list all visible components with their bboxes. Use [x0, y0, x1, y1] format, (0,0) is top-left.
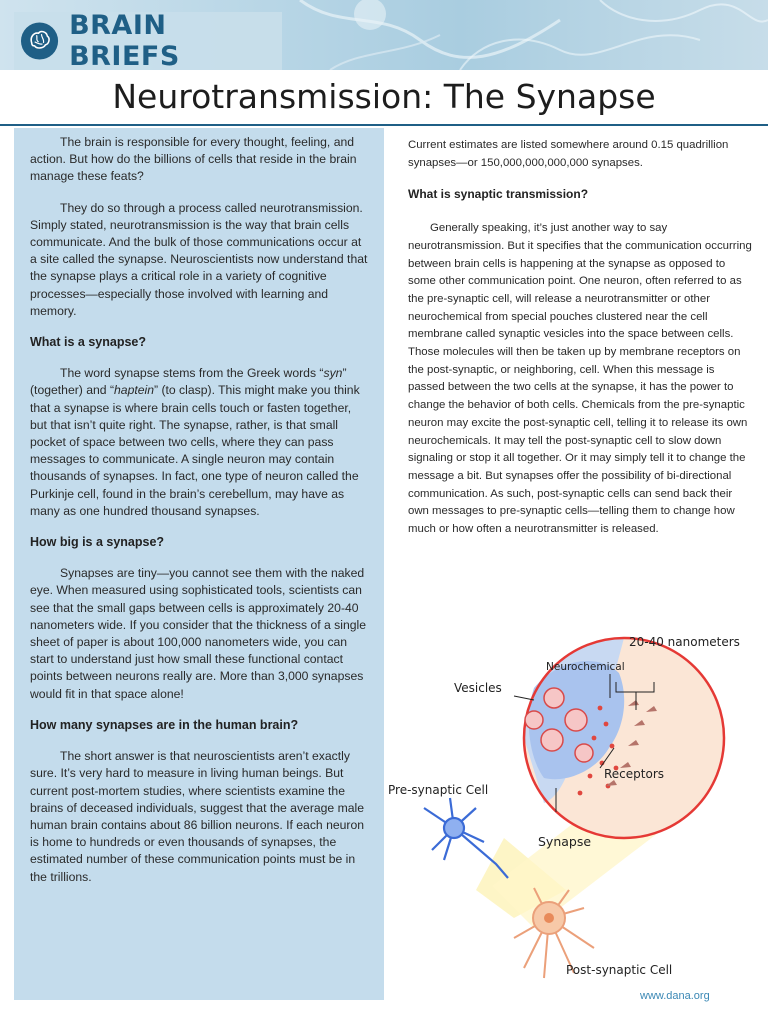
right-column	[408, 137, 754, 553]
footer-url[interactable]: www.dana.org	[640, 990, 710, 1002]
answer-what-is-synapse	[30, 365, 370, 520]
question-what-is-synapse: What is a synapse?	[30, 335, 147, 350]
page-title: Neurotransmission: The Synapse	[112, 77, 656, 116]
intro-paragraph-1: The brain is responsible for every thought, feeling, and action. But how do the billions of cells that reside in the brain manage these feats?	[30, 135, 357, 184]
question-how-many: How many synapses are in the human brain?	[30, 717, 299, 732]
brand-block	[14, 12, 282, 70]
term-syn: syn	[323, 366, 343, 381]
answer-how-big: Synapses are tiny—you cannot see them with the naked eye. When measured using sophisticated tools, scientists can see that the small gaps between cells is approximately 20-40 nanometers wide. If you consider that the thickness of a single sheet of paper is about 100,000 nanometers wide, you can start to understand just how small these functional contact points between neurons really are. More than 3,000 synapses would fit in that space alone!	[30, 566, 367, 701]
label-pre-synaptic: Pre-synaptic Cell	[388, 783, 489, 797]
label-receptors: Receptors	[604, 767, 665, 781]
brain-icon	[20, 21, 59, 61]
label-neurochemical: Neurochemical	[546, 661, 625, 673]
answer-text-post: ” (to clasp). This might make you think that a synapse is where brain cells touch or fasten together, but that isn’t quite right. The synapse, rather, is that small pocket of space between two cells, where they can pass messages to communicate. A single neuron may contain thousands of synapses. In fact, one type of neuron called the Purkinje cell, found in the brain’s cerebellum, may have as many as one hundred thousand synapses.	[30, 383, 360, 518]
answer-synaptic-transmission: Generally speaking, it’s just another way to say neurotransmission. But it specifies that the communication occurring between brain cells is happening at the synapse as opposed to some other communication point. One neuron, often referred to as the pre-synaptic cell, will release a neurotransmitter or other neurochemical from special pouches clustered near the cell membrane called synaptic vesicles into the space between cells. Those molecules will then be taken up by membrane receptors on the post-synaptic, or neighboring, cell. When this message is passed between the two cells at the synapse, it has the power to change the behavior of both cells. Chemicals from the pre-synaptic neuron may excite the post-synaptic cell, telling it to release its own neurochemicals. It may tell the post-synaptic cell to slow down signaling or stop it all together. Or it may simply tell it to change the message a bit. But synapses offer the possibility of bi-directional communication. As such, post-synaptic cells can send back their own messages to pre-synaptic cells—telling them to change how much or how often a neurotransmitter is released.	[408, 222, 752, 536]
synapse-illustration	[384, 628, 768, 990]
estimates-paragraph: Current estimates are listed somewhere around 0.15 quadrillion synapses—or 150,000,000,000,000 synapses.	[408, 139, 729, 169]
brand-name: BRAIN BRIEFS	[69, 10, 180, 70]
title-divider	[0, 124, 768, 126]
sidebar-panel	[14, 128, 384, 1000]
label-post-synaptic: Post-synaptic Cell	[566, 963, 673, 977]
answer-text-pre: The word synapse stems from the Greek words “	[60, 366, 324, 381]
term-haptein: haptein	[114, 383, 154, 398]
label-synapse: Synapse	[538, 834, 592, 849]
question-how-big: How big is a synapse?	[30, 535, 165, 550]
label-nanometers: 20-40 nanometers	[629, 635, 740, 649]
answer-text-mid: ” (together) and “	[30, 366, 347, 398]
intro-paragraph-2: They do so through a process called neurotransmission. Simply stated, neurotransmission is the way that brain cells communicate. And the bulk of those communications occur at a site called the synapse. Neuroscientists now understand that the synapse plays a critical role in a variety of cognitive processes—especially those involved with learning and memory.	[30, 200, 368, 318]
answer-how-many: The short answer is that neuroscientists aren’t exactly sure. It’s very hard to measure in living human beings. But current post-mortem studies, where scientists examine the brains of deceased individuals, suggest that the average male human brain contains about 86 billion neurons. If each neuron is home to hundreds or even thousands of synapses, the estimated number of these communication points must be in the trillions.	[30, 749, 365, 884]
label-vesicles: Vesicles	[454, 681, 502, 695]
question-synaptic-transmission: What is synaptic transmission?	[408, 187, 589, 202]
header-banner	[0, 0, 768, 70]
